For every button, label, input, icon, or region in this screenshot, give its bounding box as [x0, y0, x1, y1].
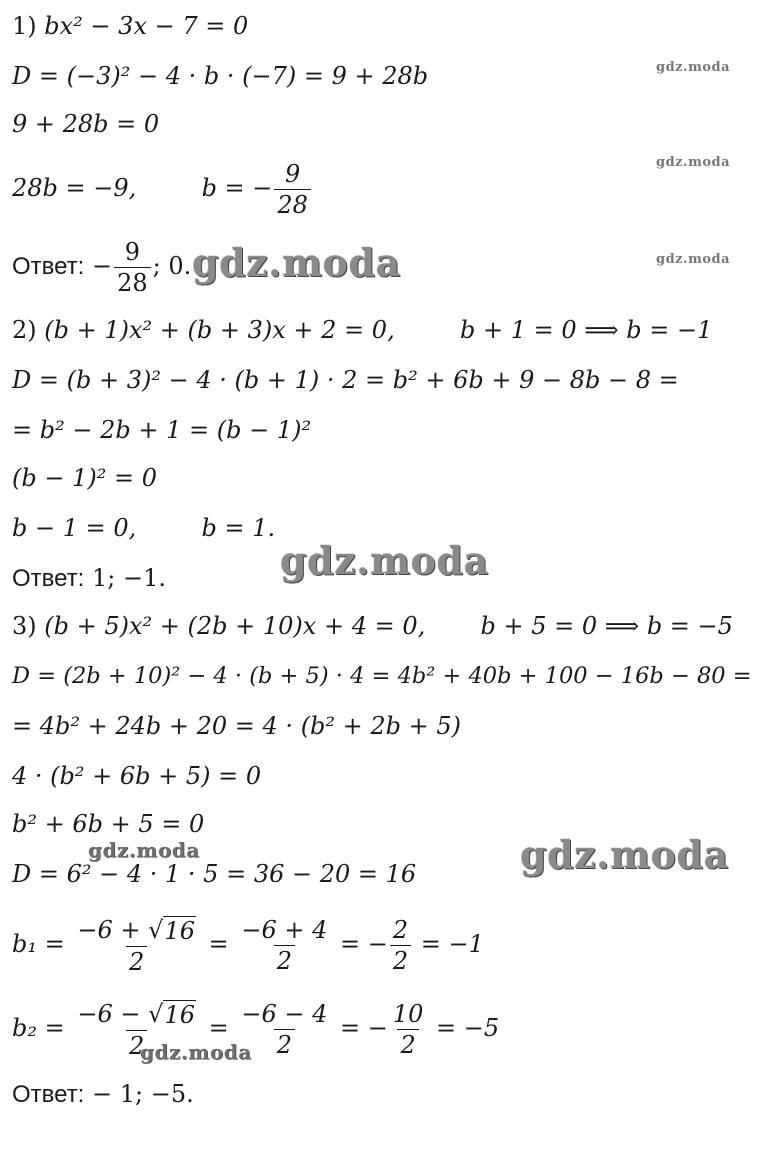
p2-solve — [12, 514, 275, 542]
p2-answer-text: 1; −1. — [92, 564, 166, 592]
p3-root1-radicand: 16 — [164, 916, 195, 945]
p3-root2-radicand: 16 — [164, 1000, 195, 1029]
p2-solve-left: b − 1 = 0, — [12, 514, 137, 542]
p2-eq-text: (b + 1)x² + (b + 3)x + 2 = 0, — [44, 316, 395, 344]
p1-answer — [12, 236, 191, 297]
watermark-logo: gdz.moda — [656, 60, 731, 75]
p1-answer-num: 9 — [124, 238, 141, 266]
p1-condition: 9 + 28b = 0 — [12, 110, 160, 138]
p3-root1-frac2-den: 2 — [274, 945, 295, 975]
p3-answer — [12, 1080, 194, 1109]
p3-root2-frac1-den: 2 — [126, 1030, 147, 1060]
watermark-logo: gdz.moda — [280, 538, 489, 583]
p3-root1: b₁ = −6 + √ 16 2 = $\frac{-6 + 4}{2}$ = − $\frac{2}{2}$ = −1 — [12, 915, 484, 976]
p2-solve-right: b = 1. — [201, 514, 276, 542]
p3-root2-frac2-den: 2 — [274, 1029, 295, 1059]
watermark-logo: gdz.moda — [192, 240, 401, 285]
p3-answer-word: Ответ: — [12, 1081, 85, 1108]
p1-answer-word: Ответ: — [12, 253, 85, 280]
p3-root2-result: = −5 — [436, 1014, 500, 1042]
p3-root1-frac2-num: −6 + 4 — [241, 916, 328, 944]
p1-fraction-den: 28 — [274, 189, 311, 219]
p3-simplify: = 4b² + 24b + 20 = 4 · (b² + 2b + 5) — [12, 712, 462, 740]
p3-eq-note: b + 5 = 0 ⟹ b = −5 — [480, 612, 733, 640]
p1-solve — [12, 158, 313, 219]
p1-eq-text: bx² − 3x − 7 = 0 — [44, 12, 249, 40]
watermark-logo: gdz.moda — [520, 832, 729, 877]
p3-root1-frac1 — [74, 916, 199, 976]
p3-root1-frac2 — [238, 916, 330, 975]
p3-root2-frac3 — [390, 1000, 427, 1059]
p3-root1-frac1-num: −6 + — [77, 915, 149, 944]
p1-equation — [12, 12, 248, 40]
watermark-logo: gdz.moda — [656, 252, 731, 267]
p3-condition: 4 · (b² + 6b + 5) = 0 — [12, 762, 262, 790]
p3-root2: b₂ = −6 − √ 16 2 = $\frac{-6 - 4}{2}$ = − $\frac{10}{2}$ = −5 — [12, 999, 500, 1060]
p1-answer-minus: − — [92, 252, 113, 280]
p3-answer-text: − 1; −5. — [92, 1080, 194, 1108]
p3-discriminant2: D = 6² − 4 · 1 · 5 = 36 − 20 = 16 — [12, 860, 417, 888]
watermark-logo: gdz.moda — [88, 838, 200, 862]
p1-discriminant: D = (−3)² − 4 · b · (−7) = 9 + 28b — [12, 62, 429, 90]
p1-fraction-num: 9 — [285, 160, 301, 188]
p2-answer-word: Ответ: — [12, 565, 85, 592]
p1-answer-tail: ; 0. — [152, 252, 192, 280]
p3-root2-mid: = − — [340, 1014, 388, 1042]
p2-eq-note: b + 1 = 0 ⟹ b = −1 — [459, 316, 713, 344]
p3-equation — [12, 612, 733, 640]
p1-solve-right: b = − — [201, 174, 273, 202]
p1-solve-left: 28b = −9, — [12, 174, 137, 202]
p1-answer-fraction — [114, 238, 151, 297]
watermark-logo: gdz.moda — [140, 1040, 252, 1064]
p3-label: 3) — [12, 612, 37, 640]
p3-root1-result: = −1 — [420, 930, 484, 958]
p2-label: 2) — [12, 316, 37, 344]
p3-root2-frac3-den: 2 — [397, 1029, 418, 1059]
p3-eq-text: (b + 5)x² + (2b + 10)x + 4 = 0, — [44, 612, 426, 640]
p3-root1-mid: = − — [340, 930, 388, 958]
p2-discriminant: D = (b + 3)² − 4 · (b + 1) · 2 = b² + 6b + 9 − 8b − 8 = — [12, 366, 679, 394]
sqrt-icon: √ 16 — [148, 915, 195, 945]
p3-root1-frac3 — [390, 916, 411, 975]
p3-root2-frac3-num: 10 — [392, 1000, 424, 1028]
p3-root1-frac3-num: 2 — [392, 916, 409, 944]
p2-answer — [12, 564, 166, 593]
p3-quadratic: b² + 6b + 5 = 0 — [12, 810, 205, 838]
watermark-logo: gdz.moda — [656, 155, 731, 170]
p3-root1-frac3-den: 2 — [390, 945, 411, 975]
p3-root2-frac1-num: −6 − — [77, 999, 149, 1028]
p3-root1-frac1-den: 2 — [126, 946, 147, 976]
p1-label: 1) — [12, 12, 37, 40]
p3-root1-label: b₁ = — [12, 930, 65, 958]
p2-simplify: = b² − 2b + 1 = (b − 1)² — [12, 416, 312, 444]
p3-root2-frac2-num: −6 − 4 — [241, 1000, 328, 1028]
sqrt-icon: √ 16 — [148, 999, 195, 1029]
p3-root2-label: b₂ = — [12, 1014, 65, 1042]
p2-condition: (b − 1)² = 0 — [12, 464, 157, 492]
p1-answer-den: 28 — [114, 267, 151, 297]
p2-equation — [12, 316, 712, 344]
p3-root2-frac2 — [238, 1000, 330, 1059]
p1-fraction — [274, 160, 311, 219]
p3-discriminant: D = (2b + 10)² − 4 · (b + 5) · 4 = 4b² + 40b + 100 − 16b − 80 = — [12, 663, 752, 689]
